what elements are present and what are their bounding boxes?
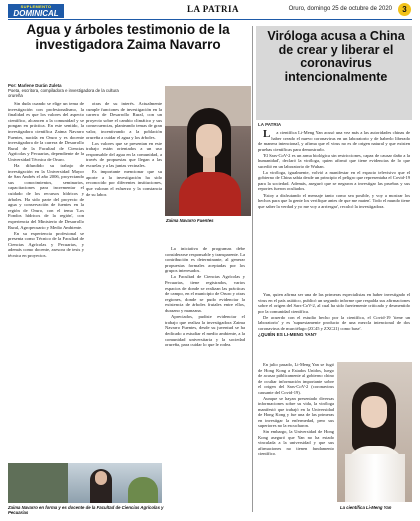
- byline-role: Poeta, escritora, compiladora e investigadora de la cultura orureña: [8, 88, 119, 98]
- left-article-column-1: [8, 101, 84, 473]
- paragraph: Es importante mencionar que su aporte a la investigación ha sido reconocido por diferentes instituciones, que valoran el esfuerzo y la constancia de su labor.: [86, 169, 162, 197]
- paragraph: En su experiencia profesional se presenta como Técnico de la Facultad de Ciencias Agrícolas y Pecuarias, y además como docente, asesora de tesis y técnica en proyectos.: [8, 230, 84, 259]
- paragraph: La Facultad de Ciencias Agrícolas y Pecuarias, tiene registrados, varios espacios de donde se realizan las prácticas de campo, en el municipio de Oruro y otras regiones, donde se pudo evidenciar la existencia de árboles frutales entre ellos, durazno y manzana.: [165, 274, 245, 314]
- page-header: [0, 0, 420, 20]
- paragraph: Ha difundido su trabajo de investigación en la Universidad Mayor de San Andrés el año 2006, proyectando sus conocimientos, seminarios, capacitaciones para incrementar el cuidado de los recursos hídricos y árboles. Ha sido parte del proyecto de agua y conservación de fuentes en la región de Oruro, con el tema 'Los Fondos hídricos de la región', con experiencia del Ministerio de Desarrollo Rural, Agropecuario y Medio Ambiente.: [8, 163, 84, 230]
- lead-paragraph: La científica Li-Meng Yan acusó una vez más a las autoridades chinas de haber creado el nuevo coronavirus en un laboratorio y de haberlo liberado de manera intencional, y afirma que el virus no es de origen natural y que existen pruebas científicas para demostrarlo.: [258, 130, 410, 152]
- right-photo-caption: La científica Li-Meng Yan: [340, 505, 392, 510]
- paragraph: Apreciados, pudiste evidenciar el trabajo que realiza la investigadora Zaima Navarro Fuentes, desde su juventud se ha dedicado a estudiar el medio ambiente, a la comunidad universitaria y la sociedad orureña, para cuidar lo que le rodea.: [165, 314, 245, 348]
- paragraph: Yan, quien afirma ser una de las primeras especialistas en haber investigado el virus en el país asiático, publicó un segundo informe que respalda sus afirmaciones sobre el origen del Sars-CoV-2, al cual ha sido fuertemente criticado y desmentido por la comunidad científica.: [258, 292, 410, 314]
- paragraph: Sin embargo, la Universidad de Hong Kong aseguró que Yan no ha estado vinculada a la universidad y que sus afirmaciones no tienen fundamento científico.: [258, 429, 334, 456]
- paragraph: otras de su interés. Actualmente cumple funciones de investigación en la carrera de Desarrollo Rural, con un proyecto sobre el cambio climático y sus consecuencias, planteando temas de gran valor, incentivando a la población orureña a cuidar el agua y los árboles.: [86, 101, 162, 140]
- right-article-body-2: [258, 292, 410, 358]
- subheading: ¿QUIÉN ES LI-MENG YAN?: [258, 332, 317, 338]
- field-photo: [8, 463, 162, 503]
- supplement-logo: [8, 4, 64, 18]
- portrait-photo-caption: Zaima Navarro Fuentes: [166, 218, 214, 223]
- paragraph: Los valores que se presentan en este trabajo están orientados a un uso responsable del agua en la comunidad, a través de propuestas que llegan a las escuelas y a las juntas vecinales.: [86, 140, 162, 169]
- right-article-section-label: LA PATRIA: [258, 122, 282, 127]
- paragraph: Sin duda cuando se elige un tema de investigación con profesionalismo, la finalidad es que los valores del aspecto científico, alcancen a la comunidad y se pongan en práctica. En este sentido, la investigadora científica Zaima Navarro Fuentes, nacida en Oruro y es docente investigadora de la carrera de Desarrollo Rural de la Facultad de Ciencias Agrícolas y Pecuarias, dependiente de la Universidad Técnica de Oruro.: [8, 101, 84, 162]
- left-article-title: Agua y árboles testimonio de la investigadora Zaima Navarro: [26, 22, 230, 52]
- header-divider: [8, 19, 412, 20]
- publication-name: LA PATRIA: [187, 4, 239, 14]
- paragraph: La viróloga, igualmente, volvió a manifestar en el espacio televisivo que el gobierno de China sabía desde un principio el peligro que representaba el Covid-19 para la sociedad. Además, aseguró que se negaron a investigar las pruebas y sus reportes fueron ocultados.: [258, 169, 410, 192]
- paragraph: De acuerdo con el estudio hecho por la científica, el Covid-19 'tiene un laboratorio' y es 'supuestamente producto de una mezcla intencional de dos coronavirus de murciélago (ZC45 y ZXC21) como base'.: [258, 314, 410, 331]
- paragraph: En julio pasado, Li-Meng Yan se fugó de Hong Kong a Estados Unidos, luego de acusar públicamente al gobierno chino de ocultar información importante sobre el origen del Sars-CoV-2 (coronavirus causante del Covid-19).: [258, 362, 334, 395]
- field-photo-caption: Zaima Navarro en forma y es docente de la Facultad de Ciencias Agrícolas y Pecuarias: [8, 505, 164, 515]
- paragraph: La iniciativa de programas debe considerarse responsable y transparente. La contribución es determinante, al generar propuestas formales aceptadas por los grupos interesados.: [165, 246, 245, 274]
- right-article-column-narrow: [258, 362, 334, 512]
- left-article-column-2: [86, 101, 162, 473]
- portrait-photo-zaima: [165, 86, 251, 216]
- page-number-badge: 3: [398, 3, 411, 16]
- portrait-photo-li-meng-yan: [337, 362, 412, 502]
- left-article-column-3: [165, 246, 245, 503]
- paragraph: Aunque se hayan presentado diversas informaciones sobre su vida, la viróloga manifestó que trabajó en la Universidad de Hong Kong y fue una de las primeras en investigar la enfermedad, pero sus superiores no la escucharon.: [258, 395, 334, 428]
- right-article-title: Viróloga acusa a China de crear y liberar el coronavirus intencionalmente: [267, 29, 405, 84]
- column-divider: [252, 26, 253, 512]
- left-article-byline: [8, 83, 128, 98]
- paragraph: 'El Sars-CoV-2 es un arma biológica sin restricciones, capaz de causar daño a la humanidad', declaró la viróloga, quien afirmó que tiene evidencias de lo que sucedió en un laboratorio de Wuhan.: [258, 152, 410, 169]
- supplement-logo-main: DOMINICAL: [8, 10, 64, 18]
- paragraph: 'Estoy a disfrutando el mensaje tanto como sea posible, y voy a mostrar los hechos para que la gente los verifique antes de que me maten'. Todo el mundo tiene que saber la verdad y yo me voy a arriesgar', recalcó la investigadora.: [258, 192, 410, 209]
- publication-date: Oruro, domingo 25 de octubre de 2020: [288, 6, 392, 12]
- supplement-logo-top: SUPLEMENTO: [8, 4, 64, 10]
- byline-name: Por: Marlene Durán Zuleta: [8, 83, 62, 88]
